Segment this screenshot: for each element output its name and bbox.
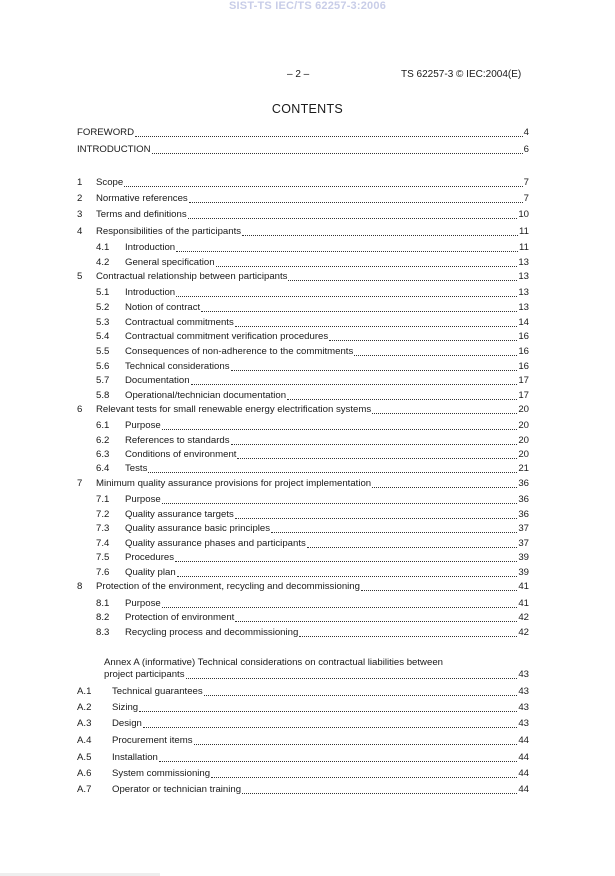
annex-title: Annex A (informative) Technical considerations on contractual liabilities between: [104, 657, 443, 668]
watermark-text: SIST-TS IEC/TS 62257-3:2006: [228, 0, 387, 12]
toc-entry-subsection[interactable]: [96, 241, 529, 254]
toc-entry-number: 4.2: [96, 257, 110, 268]
dot-leader: [204, 685, 518, 696]
toc-entry-number: 7.4: [96, 538, 110, 549]
toc-entry-number: 6.4: [96, 463, 110, 474]
dot-leader: [242, 783, 517, 794]
toc-entry-subsection[interactable]: [96, 566, 529, 579]
toc-entry-number: 6: [77, 404, 83, 415]
toc-entry-label: project participants: [104, 669, 185, 680]
toc-entry-page: 36: [518, 494, 529, 505]
dot-leader: [175, 551, 517, 562]
toc-entry-page: 14: [518, 317, 529, 328]
toc-entry-number: 7.1: [96, 494, 110, 505]
toc-entry-section[interactable]: [77, 225, 529, 238]
toc-entry-label: Purpose: [125, 494, 161, 505]
toc-entry-subsection[interactable]: [96, 301, 529, 314]
dot-leader: [135, 126, 523, 137]
toc-entry-section[interactable]: [77, 580, 529, 593]
dot-leader: [242, 225, 518, 236]
toc-entry-page: 11: [519, 226, 529, 237]
toc-entry-label: Contractual relationship between participants: [96, 271, 288, 282]
toc-entry-label: Responsibilities of the participants: [96, 226, 242, 237]
toc-entry-label: Minimum quality assurance provisions for project implementation: [96, 478, 372, 489]
toc-entry-number: 4.1: [96, 242, 110, 253]
toc-entry-page: 42: [518, 627, 529, 638]
toc-entry-section[interactable]: [77, 192, 529, 205]
dot-leader: [307, 537, 518, 548]
toc-entry-section[interactable]: [77, 403, 529, 416]
toc-entry-annex-item[interactable]: [77, 717, 529, 730]
toc-entry-label: Normative references: [96, 193, 188, 204]
dot-leader: [191, 374, 518, 385]
toc-entry-page: 39: [518, 567, 529, 578]
toc-entry-page: 13: [518, 271, 529, 282]
toc-entry-label: Design: [112, 718, 142, 729]
dot-leader: [139, 701, 517, 712]
toc-entry-subsection[interactable]: [96, 374, 529, 387]
toc-entry-label: Procurement items: [112, 735, 193, 746]
toc-entry-number: 5.2: [96, 302, 110, 313]
toc-entry-label: Introduction: [125, 242, 176, 253]
toc-entry-annex[interactable]: [104, 668, 529, 681]
toc-entry-subsection[interactable]: [96, 522, 529, 535]
toc-entry-number: A.4: [77, 735, 92, 746]
toc-entry-label: Contractual commitment verification procedures: [125, 331, 329, 342]
toc-entry-number: 2: [77, 193, 83, 204]
toc-entry-label: Protection of the environment, recycling and decommissioning: [96, 581, 360, 592]
toc-entry-front[interactable]: [77, 126, 529, 139]
toc-entry-annex-item[interactable]: [77, 685, 529, 698]
dot-leader: [162, 493, 518, 504]
toc-entry-section[interactable]: [77, 208, 529, 221]
toc-entry-label: Recycling process and decommissioning: [125, 627, 299, 638]
toc-entry-label: INTRODUCTION: [77, 144, 151, 155]
toc-entry-subsection[interactable]: [96, 626, 529, 639]
toc-entry-page: 41: [518, 581, 529, 592]
toc-entry-number: 5.3: [96, 317, 110, 328]
toc-entry-number: 6.3: [96, 449, 110, 460]
dot-leader: [372, 403, 517, 414]
toc-entry-page: 20: [518, 449, 529, 460]
dot-leader: [143, 717, 517, 728]
toc-entry-subsection[interactable]: [96, 316, 529, 329]
toc-entry-label: Relevant tests for small renewable energy electrification systems: [96, 404, 372, 415]
toc-entry-number: 8.3: [96, 627, 110, 638]
toc-entry-label: Quality assurance phases and participants: [125, 538, 306, 549]
toc-entry-label: Tests: [125, 463, 148, 474]
toc-entry-page: 43: [518, 669, 529, 680]
dot-leader: [176, 286, 517, 297]
toc-entry-page: 11: [519, 242, 529, 253]
toc-entry-page: 41: [518, 598, 529, 609]
toc-entry-label: Quality assurance targets: [125, 509, 234, 520]
toc-entry-label: Conditions of environment: [125, 449, 237, 460]
toc-entry-label: Purpose: [125, 420, 161, 431]
toc-entry-page: 37: [518, 538, 529, 549]
toc-entry-number: A.2: [77, 702, 92, 713]
toc-entry-label: Notion of contract: [125, 302, 201, 313]
toc-entry-page: 7: [523, 193, 529, 204]
toc-entry-page: 16: [518, 361, 529, 372]
toc-entry-page: 36: [518, 478, 529, 489]
toc-entry-number: 5.8: [96, 390, 110, 401]
toc-entry-subsection[interactable]: [96, 611, 529, 624]
toc-entry-label: Operational/technician documentation: [125, 390, 287, 401]
toc-entry-label: Technical guarantees: [112, 686, 203, 697]
dot-leader: [216, 256, 518, 267]
toc-entry-number: 7.5: [96, 552, 110, 563]
toc-entry-subsection[interactable]: [96, 462, 529, 475]
dot-leader: [188, 208, 518, 219]
dot-leader: [201, 301, 517, 312]
toc-entry-subsection[interactable]: [96, 330, 529, 343]
toc-entry-annex-item[interactable]: [77, 783, 529, 796]
toc-entry-page: 13: [518, 302, 529, 313]
toc-entry-page: 13: [518, 287, 529, 298]
toc-entry-page: 4: [523, 127, 529, 138]
toc-entry-page: 43: [518, 686, 529, 697]
toc-entry-label: References to standards: [125, 435, 230, 446]
toc-entry-subsection[interactable]: [96, 345, 529, 358]
toc-entry-page: 17: [518, 390, 529, 401]
toc-entry-subsection[interactable]: [96, 493, 529, 506]
dot-leader: [235, 611, 517, 622]
toc-entry-label: General specification: [125, 257, 215, 268]
toc-entry-subsection[interactable]: [96, 508, 529, 521]
toc-entry-number: 5.6: [96, 361, 110, 372]
toc-entry-number: A.3: [77, 718, 92, 729]
toc-entry-number: 7.3: [96, 523, 110, 534]
toc-entry-subsection[interactable]: [96, 597, 529, 610]
toc-entry-section[interactable]: [77, 176, 529, 189]
toc-entry-label: Quality plan: [125, 567, 176, 578]
dot-leader: [152, 143, 523, 154]
dot-leader: [176, 241, 518, 252]
toc-entry-subsection[interactable]: [96, 389, 529, 402]
dot-leader: [235, 508, 518, 519]
toc-entry-number: 8.1: [96, 598, 110, 609]
dot-leader: [287, 389, 517, 400]
toc-entry-front[interactable]: [77, 143, 529, 156]
toc-entry-annex-item[interactable]: [77, 734, 529, 747]
toc-entry-label: Scope: [96, 177, 124, 188]
toc-entry-number: 5: [77, 271, 83, 282]
dot-leader: [271, 522, 517, 533]
dot-leader: [299, 626, 517, 637]
dot-leader: [177, 566, 518, 577]
toc-entry-page: 42: [518, 612, 529, 623]
toc-entry-page: 20: [518, 420, 529, 431]
toc-entry-page: 39: [518, 552, 529, 563]
dot-leader: [189, 192, 523, 203]
toc-entry-page: 10: [518, 209, 529, 220]
page-number: – 2 –: [287, 69, 310, 80]
dot-leader: [211, 767, 517, 778]
toc-entry-label: Documentation: [125, 375, 190, 386]
dot-leader: [194, 734, 518, 745]
toc-entry-page: 6: [523, 144, 529, 155]
toc-entry-label: FOREWORD: [77, 127, 135, 138]
toc-entry-label: Procedures: [125, 552, 175, 563]
toc-entry-page: 13: [518, 257, 529, 268]
toc-entry-number: 7.6: [96, 567, 110, 578]
toc-entry-annex-item[interactable]: [77, 701, 529, 714]
toc-entry-page: 16: [518, 346, 529, 357]
toc-entry-page: 17: [518, 375, 529, 386]
dot-leader: [372, 477, 517, 488]
toc-entry-subsection[interactable]: [96, 551, 529, 564]
toc-entry-number: 1: [77, 177, 83, 188]
toc-entry-number: A.7: [77, 784, 92, 795]
toc-entry-number: 7: [77, 478, 83, 489]
toc-entry-number: 7.2: [96, 509, 110, 520]
toc-entry-label: Technical considerations: [125, 361, 230, 372]
toc-entry-page: 44: [518, 768, 529, 779]
toc-entry-page: 16: [518, 331, 529, 342]
toc-entry-page: 44: [518, 752, 529, 763]
toc-entry-label: Contractual commitments: [125, 317, 234, 328]
toc-entry-page: 36: [518, 509, 529, 520]
toc-entry-label: Terms and definitions: [96, 209, 187, 220]
toc-entry-label: Sizing: [112, 702, 139, 713]
toc-entry-label: System commissioning: [112, 768, 211, 779]
toc-entry-number: A.5: [77, 752, 92, 763]
toc-entry-label: Protection of environment: [125, 612, 235, 623]
toc-entry-subsection[interactable]: [96, 537, 529, 550]
document-reference: TS 62257-3 © IEC:2004(E): [401, 69, 522, 80]
toc-entry-number: 8.2: [96, 612, 110, 623]
toc-entry-number: 8: [77, 581, 83, 592]
dot-leader: [237, 448, 517, 459]
dot-leader: [148, 462, 517, 473]
toc-entry-subsection[interactable]: [96, 256, 529, 269]
toc-entry-page: 44: [518, 735, 529, 746]
dot-leader: [159, 751, 517, 762]
toc-entry-annex-item[interactable]: [77, 751, 529, 764]
toc-entry-page: 21: [518, 463, 529, 474]
toc-entry-label: Purpose: [125, 598, 161, 609]
toc-entry-number: A.1: [77, 686, 92, 697]
toc-entry-number: 3: [77, 209, 83, 220]
toc-entry-number: 5.7: [96, 375, 110, 386]
dot-leader: [162, 419, 518, 430]
toc-entry-number: A.6: [77, 768, 92, 779]
dot-leader: [186, 668, 518, 679]
toc-entry-page: 37: [518, 523, 529, 534]
toc-entry-label: Consequences of non-adherence to the commitments: [125, 346, 354, 357]
dot-leader: [162, 597, 518, 608]
toc-entry-annex-item[interactable]: [77, 767, 529, 780]
toc-entry-section[interactable]: [77, 270, 529, 283]
toc-entry-label: Quality assurance basic principles: [125, 523, 271, 534]
dot-leader: [124, 176, 522, 187]
dot-leader: [361, 580, 517, 591]
toc-entry-subsection[interactable]: [96, 419, 529, 432]
toc-entry-label: Operator or technician training: [112, 784, 242, 795]
toc-entry-page: 43: [518, 702, 529, 713]
page-title: CONTENTS: [271, 102, 344, 116]
toc-entry-number: 6.1: [96, 420, 110, 431]
dot-leader: [231, 360, 518, 371]
toc-entry-subsection[interactable]: [96, 448, 529, 461]
dot-leader: [329, 330, 517, 341]
dot-leader: [231, 434, 518, 445]
dot-leader: [354, 345, 517, 356]
toc-entry-subsection[interactable]: [96, 286, 529, 299]
toc-entry-page: 43: [518, 718, 529, 729]
toc-entry-subsection[interactable]: [96, 360, 529, 373]
toc-entry-label: Introduction: [125, 287, 176, 298]
dot-leader: [288, 270, 517, 281]
dot-leader: [235, 316, 518, 327]
toc-entry-number: 5.5: [96, 346, 110, 357]
toc-entry-label: Installation: [112, 752, 158, 763]
toc-entry-number: 4: [77, 226, 83, 237]
toc-entry-page: 44: [518, 784, 529, 795]
toc-entry-number: 6.2: [96, 435, 110, 446]
toc-entry-page: 20: [518, 404, 529, 415]
toc-entry-subsection[interactable]: [96, 434, 529, 447]
toc-entry-section[interactable]: [77, 477, 529, 490]
toc-entry-page: 20: [518, 435, 529, 446]
toc-entry-number: 5.1: [96, 287, 110, 298]
toc-entry-page: 7: [523, 177, 529, 188]
toc-entry-number: 5.4: [96, 331, 110, 342]
